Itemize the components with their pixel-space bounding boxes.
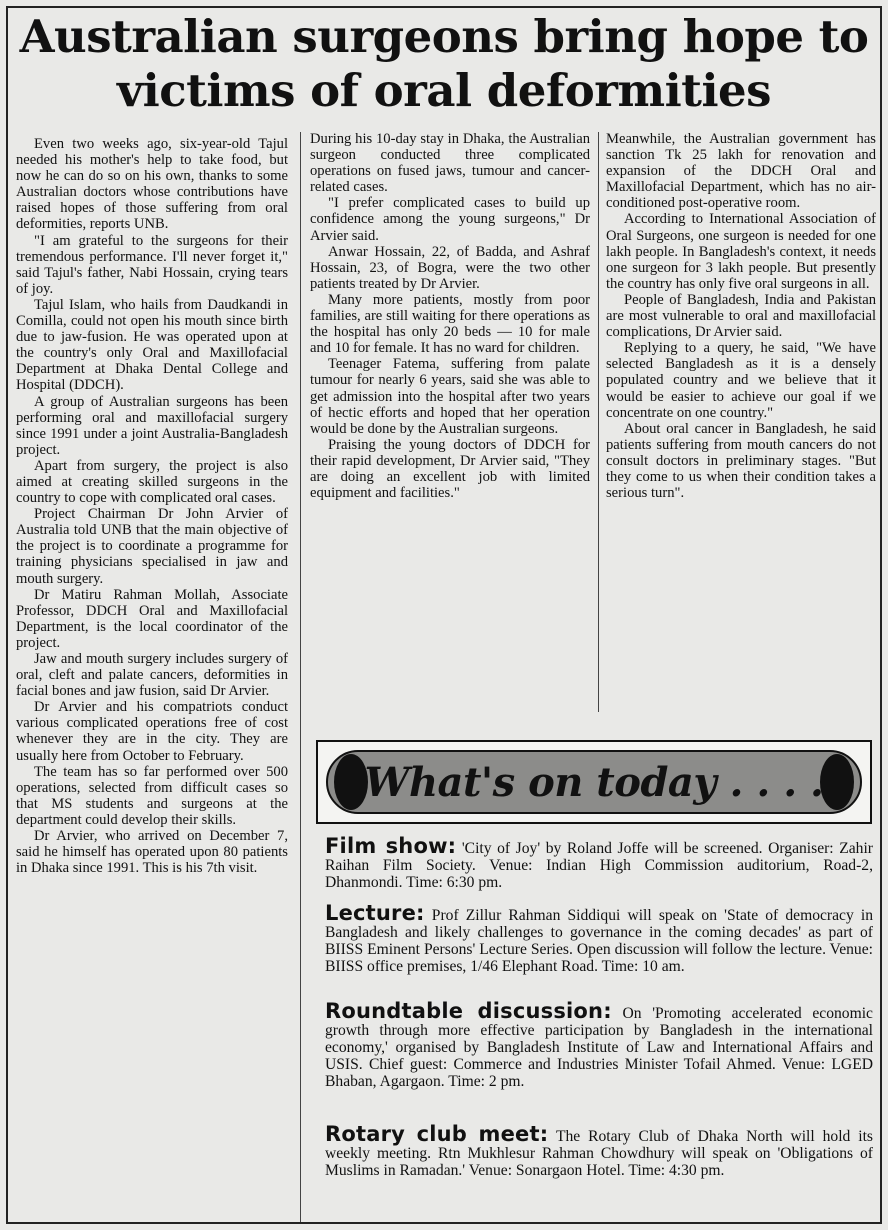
banner-capsule — [326, 750, 862, 814]
paragraph: Dr Arvier, who arrived on December 7, said he himself has operated upon 80 patients in Dhaka since 1991. This is his 7th visit. — [16, 828, 288, 877]
paragraph: "I am grateful to the surgeons for their tremendous performance. I'll never forget it," said Tajul's father, Nabi Hossain, crying tears of joy. — [16, 232, 288, 297]
paragraph: Teenager Fatema, suffering from palate tumour for nearly 6 years, said she was able to get admission into the hospital after two years of hectic efforts and hoped that her operation would be done by the Australian surgeons. — [310, 356, 590, 437]
paragraph: Apart from surgery, the project is also aimed at creating skilled surgeons in the country to cope with complicated oral cases. — [16, 457, 288, 507]
column-divider — [598, 132, 599, 712]
paragraph: Replying to a query, he said, "We have selected Bangladesh as it is a densely populated country and we believe that it would be easier to achieve our goal if we concentrate on one country." — [606, 340, 876, 421]
paragraph: Praising the young doctors of DDCH for their rapid development, Dr Arvier said, "They are doing an excellent job with limited equipment and facilities." — [310, 436, 590, 502]
column-divider — [300, 132, 301, 1222]
event-text: The Rotary Club of Dhaka North will hold its weekly meeting. Rtn Mukhlesur Rahman Chowdhury will speak on 'Obligations of Muslims in Ramadan.' Venue: Sonargaon Hotel. Time: 4:30 pm. — [325, 1128, 873, 1179]
event-text: Prof Zillur Rahman Siddiqui will speak on 'State of democracy in Bangladesh and likely challenges to governance in the coming decades' as part of BIISS Eminent Persons' Lecture Series. Open discussion will follow the lecture. Venue: BIISS office premises, 1/46 Elephant Road. Time: 10 am. — [325, 907, 873, 975]
article-column-2 — [310, 131, 590, 711]
event-label: Film show: — [325, 834, 457, 858]
event-label: Roundtable discussion: — [325, 999, 612, 1023]
paragraph: According to International Association of Oral Surgeons, one surgeon is needed for one lakh people. In Bangladesh's context, it needs one surgeon for 3 lakh people. But presently the country has only five oral surgeons in all. — [606, 211, 876, 292]
headline: Australian surgeons bring hope to victims of oral deformities — [19, 10, 869, 117]
event-film-show — [325, 834, 873, 891]
paragraph: The team has so far performed over 500 operations, selected from difficult cases so that MS students and surgeons at the department could develop their skills. — [16, 763, 288, 828]
paragraph: During his 10-day stay in Dhaka, the Australian surgeon conducted three complicated operations on fused jaws, tumour and cancer-related cases. — [310, 131, 590, 196]
event-text: On 'Promoting accelerated economic growth through more effective participation by Bangladesh in the international economy,' organised by Bangladesh Institute of Law and International Affairs and USIS. Chief guest: Commerce and Industries Minister Tofail Ahmed. Venue: LGED Bhaban, Agargaon. Time: 2 pm. — [325, 1005, 873, 1090]
paragraph: Many more patients, mostly from poor families, are still waiting for there operations as the hospital has only 20 beds — 10 for male and 10 for female. It has no ward for children. — [310, 291, 590, 357]
event-rotary-club — [325, 1122, 873, 1179]
paragraph: Even two weeks ago, six-year-old Tajul needed his mother's help to take food, but now he can do so on his own, thanks to some Australian doctors whose contributions have raised hopes of those suffering from oral deformities, reports UNB. — [16, 136, 288, 233]
event-label: Rotary club meet: — [325, 1122, 549, 1146]
article-column-1 — [16, 136, 288, 1230]
paragraph: A group of Australian surgeons has been performing oral and maxillofacial surgery since 1991 under a joint Australia-Bangladesh project. — [16, 393, 288, 458]
paragraph: "I prefer complicated cases to build up confidence among the young surgeons," Dr Arvier said. — [310, 195, 590, 244]
whats-on-today-banner — [316, 740, 872, 824]
paragraph: About oral cancer in Bangladesh, he said patients suffering from mouth cancers do not consult doctors in preliminary stages. "But they come to us when their condition takes a serious turn". — [606, 420, 876, 502]
paragraph: Anwar Hossain, 22, of Badda, and Ashraf Hossain, 23, of Bogra, were the two other patients treated by Dr Arvier. — [310, 243, 590, 292]
paragraph: Jaw and mouth surgery includes surgery of oral, cleft and palate cancers, deformities in facial bones and jaw fusion, said Dr Arvier. — [16, 651, 288, 700]
paragraph: Dr Matiru Rahman Mollah, Associate Professor, DDCH Oral and Maxillofacial Department, is the local coordinator of the project. — [16, 586, 288, 651]
paragraph: People of Bangladesh, India and Pakistan are most vulnerable to oral and maxillofacial complications, Dr Arvier said. — [606, 291, 876, 341]
paragraph: Dr Arvier and his compatriots conduct various complicated operations free of cost whenever they are in the city. They are usually here from October to February. — [16, 699, 288, 764]
paragraph: Meanwhile, the Australian government has sanction Tk 25 lakh for renovation and expansion of the DDCH Oral and Maxillofacial Department, which has no air-conditioned post-operative room. — [606, 131, 876, 212]
paragraph: Project Chairman Dr John Arvier of Australia told UNB that the main objective of the project is to coordinate a programme for training physicians specialised in jaw and mouth surgery. — [16, 506, 288, 587]
paragraph: Tajul Islam, who hails from Daudkandi in Comilla, could not open his mouth since birth due to jaw-fusion. He was operated upon at the country's only Oral and Maxillofacial Department at Dhaka Dental College and Hospital (DDCH). — [16, 296, 288, 394]
event-lecture — [325, 901, 873, 975]
article-column-3 — [606, 131, 876, 711]
event-text: 'City of Joy' by Roland Joffe will be screened. Organiser: Zahir Raihan Film Society. Venue: Indian High Commission auditorium, Road-2, Dhanmondi. Time: 6:30 pm. — [325, 840, 873, 891]
event-roundtable — [325, 999, 873, 1090]
banner-title: What's on today . . . . — [364, 758, 824, 806]
event-label: Lecture: — [325, 901, 425, 925]
